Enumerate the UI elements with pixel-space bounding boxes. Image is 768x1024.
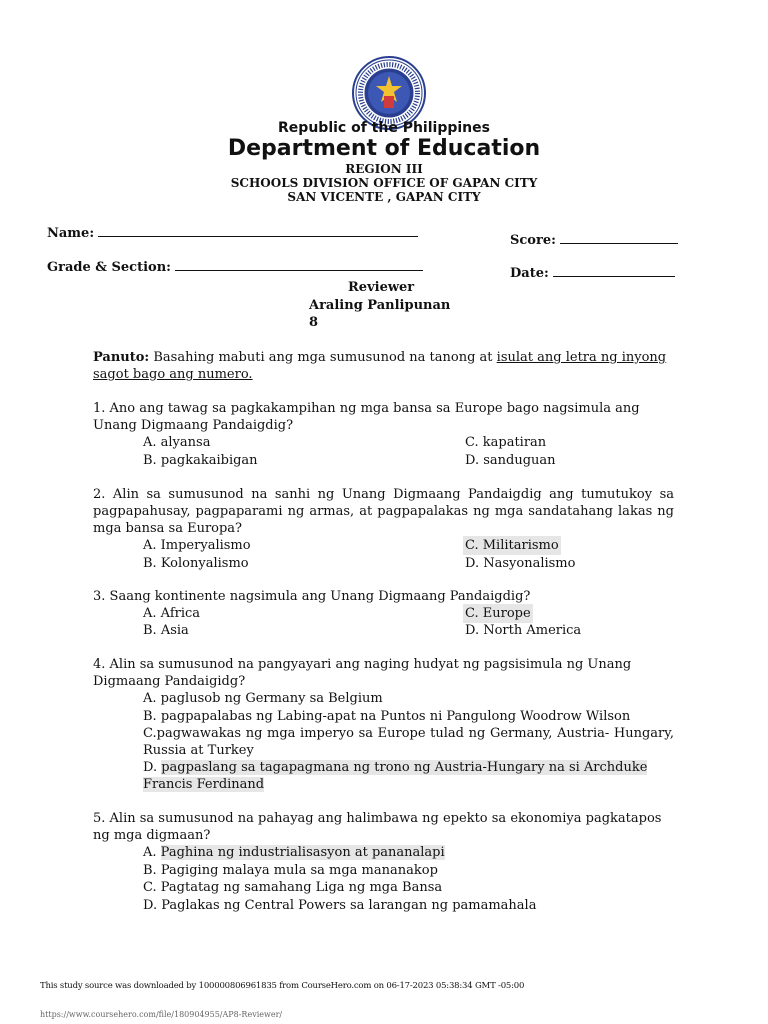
question-4-stem-b: Digmaang Pandaigidg? [93,674,246,689]
q4-choice-d-highlighted: pagpaslang sa tagapagmana ng trono ng Austria-Hungary na si Archduke [161,760,648,775]
subject-title: Araling Panlipunan [309,298,451,313]
instructions-text: Basahing mabuti ang mga sumusunod na tanong at [153,350,493,365]
question-3-stem: 3. Saang kontinente nagsimula ang Unang Digmaang Pandaigdig? [93,589,531,604]
q4-choice-c-line2: Russia at Turkey [143,743,254,758]
question-5 [93,810,674,844]
question-2 [93,486,674,537]
q1-choice-c: C. kapatiran [465,435,547,450]
q3-choice-d: D. North America [465,623,582,638]
question-1-stem-a: 1. Ano ang tawag sa pagkakampihan ng mga bansa sa Europe bago nagsimula ang [93,401,640,416]
region-heading: REGION III [345,162,423,176]
deped-seal [352,56,426,130]
score-label: Score: [510,233,556,248]
download-notice: This study source was downloaded by 100000806961835 from CourseHero.com on 06-17-2023 05:38:34 GMT -05:00 [40,981,525,991]
instructions [93,349,673,383]
q4-choice-b: B. pagpapalabas ng Labing-apat na Puntos ni Pangulong Woodrow Wilson [143,709,631,724]
address-heading: SAN VICENTE , GAPAN CITY [287,190,481,204]
q2-choice-d: D. Nasyonalismo [465,556,576,571]
q2-choice-a: A. Imperyalismo [143,538,251,553]
score-field [510,230,678,248]
q5-choice-d: D. Paglakas ng Central Powers sa larangan ng pamamahala [143,898,537,913]
q1-choice-a: A. alyansa [143,435,211,450]
q1-choice-d: D. sanduguan [465,453,556,468]
question-2-stem-a: 2. Alin sa sumusunod na sanhi ng Unang Digmaang Pandaigdig ang tumutukoy sa [93,487,674,502]
q2-choice-c-highlighted: C. Militarismo [465,538,559,553]
question-1 [93,400,673,434]
q2-choice-b: B. Kolonyalismo [143,556,249,571]
grade-section-blank[interactable] [175,257,423,271]
division-heading: SCHOOLS DIVISION OFFICE OF GAPAN CITY [230,176,538,190]
q5-choice-b: B. Pagiging malaya mula sa mga mananakop [143,863,438,878]
grade-section-label: Grade & Section: [47,260,171,275]
republic-heading: Republic of the Philippines [278,120,490,136]
name-label: Name: [47,226,95,241]
q5-choice-a-letter: A. [143,845,157,860]
q4-choice-c [143,725,674,759]
question-4-stem-a: 4. Alin sa sumusunod na pangyayari ang naging hudyat ng pagsisimula ng Unang [93,657,632,672]
score-blank[interactable] [560,230,678,244]
grade-number: 8 [309,315,319,330]
question-5-stem-b: ng mga digmaan? [93,828,211,843]
question-2-stem-b: pagpapahusay, pagpaparami ng armas, at pagpapalakas ng mga sandatahang lakas ng [93,504,674,519]
q5-choice-a [143,844,445,861]
q3-choice-b: B. Asia [143,623,189,638]
question-2-stem-c: mga bansa sa Europa? [93,521,243,536]
name-field [47,223,418,241]
question-1-stem-b: Unang Digmaang Pandaigdig? [93,418,294,433]
instructions-label: Panuto: [93,350,150,365]
q4-choice-d [143,759,674,793]
q3-choice-c-highlighted: C. Europe [465,606,531,621]
q3-choice-a: A. Africa [143,606,201,621]
reviewer-title: Reviewer [348,280,415,295]
deped-seal-icon [352,56,426,130]
date-field [510,263,675,281]
q4-choice-d-letter: D. [143,760,158,775]
instructions-underlined-b: sagot bago ang numero. [93,367,253,382]
q5-choice-a-highlighted: Paghina ng industrialisasyon at pananalapi [160,845,445,860]
date-blank[interactable] [553,263,675,277]
grade-section-field [47,257,423,275]
date-label: Date: [510,266,549,281]
question-5-stem-a: 5. Alin sa sumusunod na pahayag ang halimbawa ng epekto sa ekonomiya pagkatapos [93,811,662,826]
name-blank[interactable] [98,223,418,237]
q4-choice-a: A. paglusob ng Germany sa Belgium [143,691,383,706]
department-heading: Department of Education [227,136,541,161]
instructions-underlined-a: isulat ang letra ng inyong [496,350,667,365]
q1-choice-b: B. pagkakaibigan [143,453,258,468]
q4-choice-c-line1: C.pagwawakas ng mga imperyo sa Europe tulad ng Germany, Austria- Hungary, [143,726,674,741]
source-url: https://www.coursehero.com/file/180904955/AP8-Reviewer/ [40,1010,283,1019]
q5-choice-c: C. Pagtatag ng samahang Liga ng mga Bansa [143,880,443,895]
question-4 [93,656,674,690]
q4-choice-d-highlighted-line2: Francis Ferdinand [143,777,265,792]
